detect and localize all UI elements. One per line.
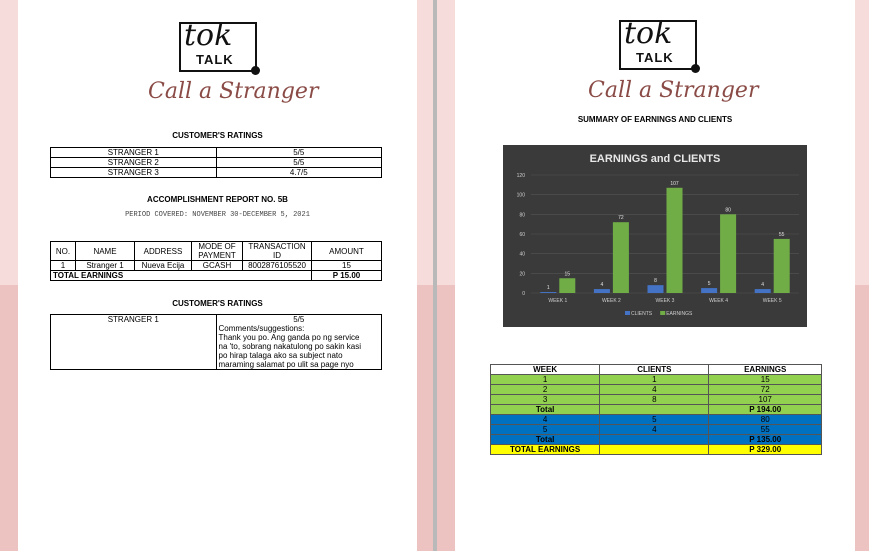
cell-clients: 8 (600, 395, 709, 405)
y-tick-label: 120 (516, 173, 525, 179)
bar-clients (594, 289, 610, 293)
data-label: 4 (761, 282, 765, 289)
summary-row (491, 425, 822, 435)
grand-total-value: P 329.00 (709, 445, 822, 455)
summary-title: SUMMARY OF EARNINGS AND CLIENTS (577, 115, 733, 124)
cell-earnings: 107 (709, 395, 822, 405)
bar-earnings (667, 188, 683, 293)
rating-name: STRANGER 1 (51, 148, 217, 158)
col-no: NO. (51, 242, 76, 261)
bar-earnings (774, 239, 790, 293)
summary-row (491, 415, 822, 425)
total-earnings-label: TOTAL EARNINGS (51, 271, 312, 281)
y-tick-label: 60 (519, 232, 525, 238)
bar-earnings (613, 222, 629, 293)
rating2-comment-cell (216, 315, 382, 370)
report-title: ACCOMPLISHMENT REPORT NO. 5B (147, 195, 288, 204)
col-transaction (243, 242, 312, 261)
col-week: WEEK (491, 365, 600, 375)
col-name: NAME (76, 242, 135, 261)
logo-talk: TALK (636, 50, 674, 65)
col-mode (192, 242, 243, 261)
logo-talk: TALK (196, 52, 234, 67)
y-tick-label: 100 (516, 192, 525, 199)
cell-address: Nueva Ecija (135, 261, 192, 271)
x-tick-label: WEEK 3 (655, 298, 675, 304)
data-label: 1 (546, 285, 550, 292)
grand-total-row (491, 445, 822, 455)
cell-clients: 1 (600, 375, 709, 385)
logo-tok: tok (184, 18, 233, 53)
rating-value: 4.7/5 (216, 168, 382, 178)
cell-earnings: 15 (709, 375, 822, 385)
summary-table (490, 364, 822, 455)
summary-subtotal-row (491, 435, 822, 445)
cell-amount: 15 (312, 261, 382, 271)
report-total-row (51, 271, 382, 281)
summary-row (491, 385, 822, 395)
report-header-row (51, 242, 382, 261)
summary-row (491, 395, 822, 405)
data-label: 15 (564, 271, 571, 278)
y-tick-label: 0 (522, 291, 525, 297)
data-label: 80 (725, 207, 731, 214)
legend-label-earnings: EARNINGS (666, 311, 693, 317)
report-table (50, 241, 382, 281)
cell-clients: 5 (600, 415, 709, 425)
cell-earnings: 55 (709, 425, 822, 435)
cell-earnings: 80 (709, 415, 822, 425)
rating-name: STRANGER 3 (51, 168, 217, 178)
cell-week: 3 (491, 395, 600, 405)
bar-clients (648, 285, 664, 293)
col-txn-line2: ID (273, 251, 281, 260)
col-earnings: EARNINGS (709, 365, 822, 375)
col-mode-line2: PAYMENT (198, 251, 236, 260)
rating2-comments-label: Comments/suggestions: (218, 324, 305, 333)
subtotal-label: Total (491, 405, 600, 415)
x-tick-label: WEEK 5 (762, 298, 782, 304)
logo-dot-icon (251, 66, 260, 75)
rating2-comment-line: na 'to, sobrang nakatulong po sakin kasi (218, 342, 362, 351)
ratings-row (51, 148, 382, 158)
subtotal-empty (600, 435, 709, 445)
rating-value: 5/5 (216, 158, 382, 168)
rating2-score: 5/5 (293, 315, 305, 324)
rating2-name: STRANGER 1 (51, 315, 217, 370)
chart-title: EARNINGS and CLIENTS (589, 153, 721, 165)
ratings-row (51, 158, 382, 168)
chart-svg (503, 145, 807, 327)
rating2-comment-line: Thank you po. Ang ganda po ng service (218, 333, 360, 342)
ratings2-row (51, 315, 382, 370)
grand-total-label: TOTAL EARNINGS (491, 445, 600, 455)
col-txn-line1: TRANSACTION (248, 242, 306, 251)
bar-clients (755, 289, 771, 293)
total-earnings-value: P 15.00 (312, 271, 382, 281)
rating2-comment-line: po hirap talaga ako sa subject nato (218, 351, 343, 360)
summary-subtotal-row (491, 405, 822, 415)
x-tick-label: WEEK 4 (709, 298, 729, 304)
bar-earnings (720, 214, 736, 293)
col-mode-line1: MODE OF (198, 242, 236, 251)
data-label: 107 (670, 180, 679, 187)
legend-swatch-clients (625, 311, 630, 315)
ratings2-title: CUSTOMER'S RATINGS (172, 299, 263, 308)
col-clients: CLIENTS (600, 365, 709, 375)
rating-value: 5/5 (216, 148, 382, 158)
data-label: 72 (618, 215, 624, 222)
y-tick-label: 80 (519, 212, 525, 219)
cell-clients: 4 (600, 425, 709, 435)
subtotal-value: P 135.00 (709, 435, 822, 445)
rating-name: STRANGER 2 (51, 158, 217, 168)
cell-name: Stranger 1 (76, 261, 135, 271)
period-covered: PERIOD COVERED: NOVEMBER 30-DECEMBER 5, 2021 (125, 211, 310, 219)
cell-clients: 4 (600, 385, 709, 395)
col-amount: AMOUNT (312, 242, 382, 261)
subtotal-value: P 194.00 (709, 405, 822, 415)
logo-dot-icon (691, 64, 700, 73)
cell-no: 1 (51, 261, 76, 271)
y-tick-label: 20 (519, 271, 525, 278)
cell-week: 1 (491, 375, 600, 385)
ratings-row (51, 168, 382, 178)
data-label: 4 (600, 282, 604, 289)
cell-transaction: 8002876105520 (243, 261, 312, 271)
legend-swatch-earnings (660, 311, 665, 315)
logo-tagline: Call a Stranger (588, 78, 759, 103)
x-tick-label: WEEK 2 (601, 298, 621, 304)
data-label: 5 (707, 281, 711, 288)
report-row (51, 261, 382, 271)
subtotal-empty (600, 405, 709, 415)
y-tick-label: 40 (519, 251, 525, 258)
summary-header-row (491, 365, 822, 375)
summary-row (491, 375, 822, 385)
logo-tagline: Call a Stranger (148, 79, 319, 104)
ratings-table (50, 147, 382, 178)
data-label: 8 (654, 278, 657, 285)
cell-week: 5 (491, 425, 600, 435)
data-label: 55 (778, 231, 785, 238)
ratings-title: CUSTOMER'S RATINGS (172, 131, 263, 140)
bar-clients (701, 288, 717, 293)
x-tick-label: WEEK 1 (548, 298, 568, 304)
cell-earnings: 72 (709, 385, 822, 395)
logo-tok: tok (624, 16, 673, 51)
subtotal-label: Total (491, 435, 600, 445)
col-address: ADDRESS (135, 242, 192, 261)
bar-clients (540, 292, 556, 293)
legend-label-clients: CLIENTS (631, 311, 653, 317)
cell-week: 4 (491, 415, 600, 425)
earnings-chart (503, 145, 807, 327)
grand-total-empty (600, 445, 709, 455)
bar-earnings (559, 278, 575, 293)
rating2-comment-line: maraming salamat po ulit sa page nyo (218, 360, 354, 369)
ratings2-table (50, 314, 382, 370)
left-page (18, 0, 417, 551)
cell-week: 2 (491, 385, 600, 395)
cell-mode: GCASH (192, 261, 243, 271)
page-divider (433, 0, 437, 551)
